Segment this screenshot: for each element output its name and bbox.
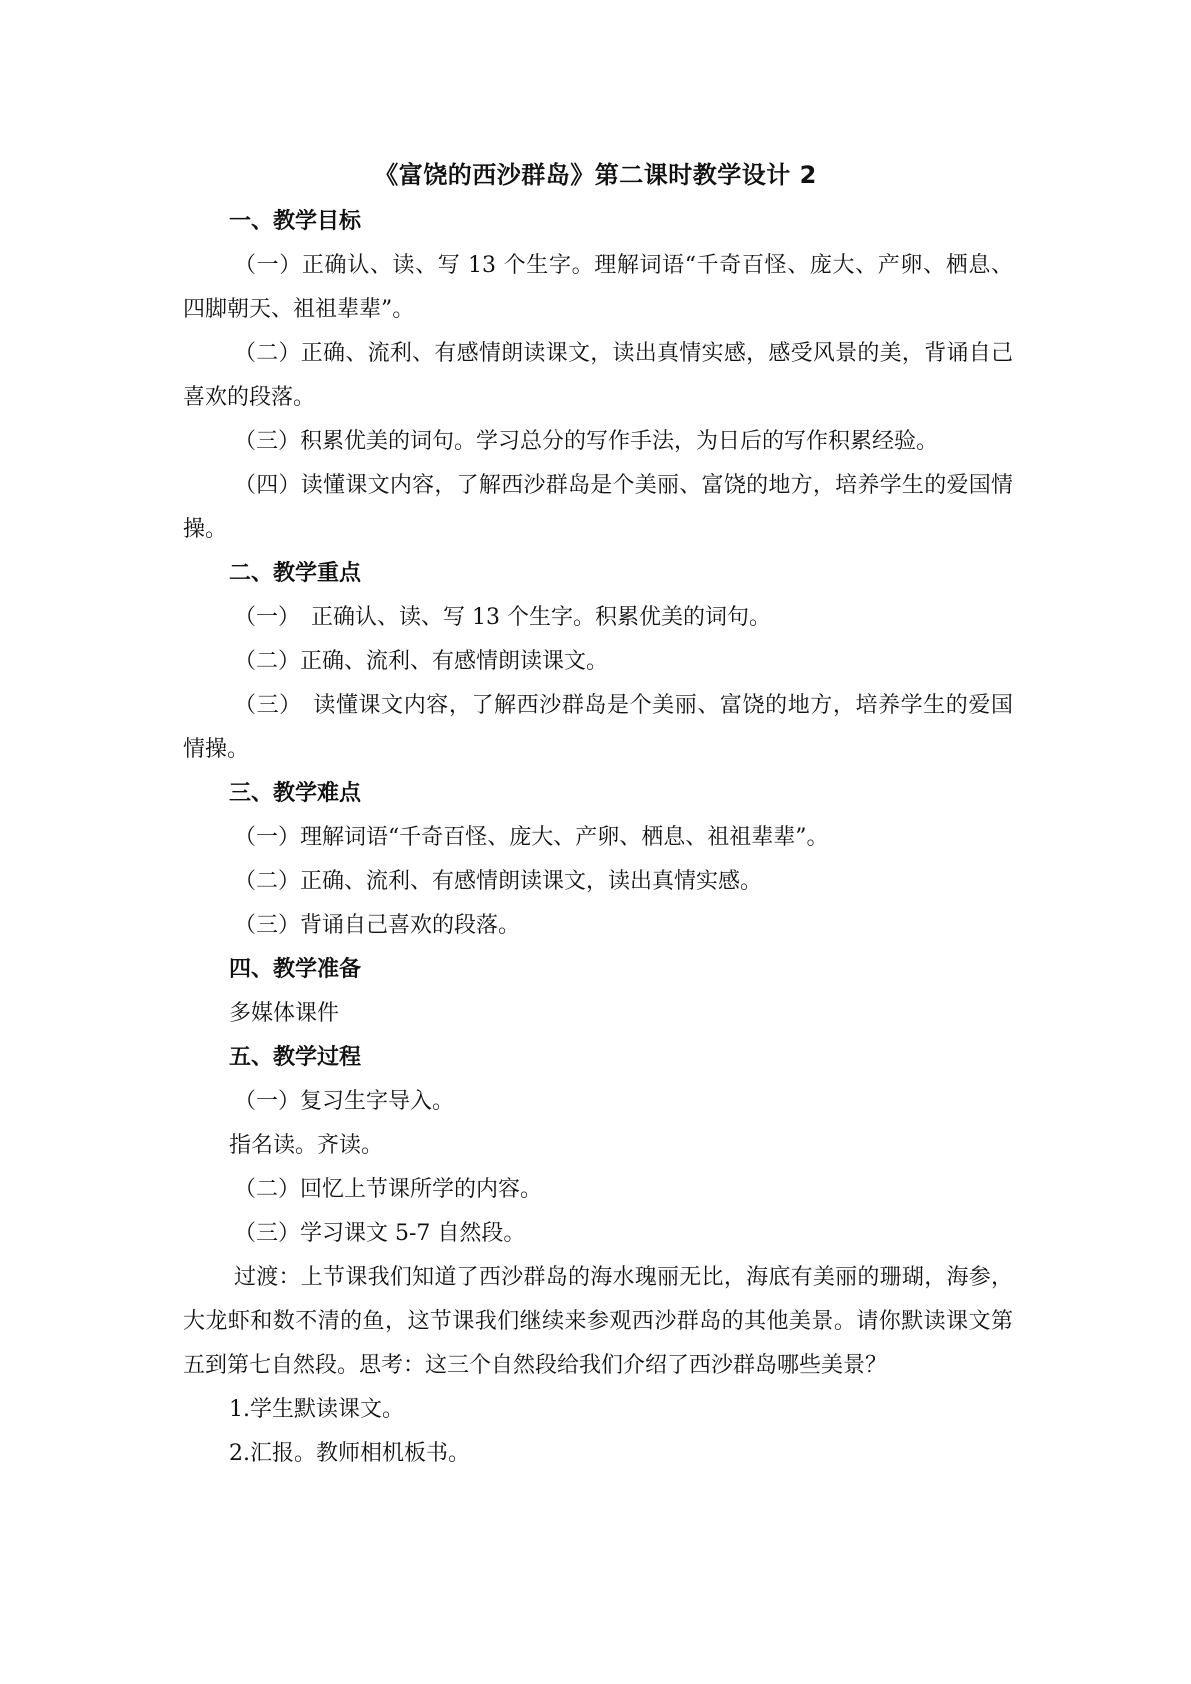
paragraph: （二）回忆上节课所学的内容。	[234, 1177, 543, 1202]
section-heading-objectives: 一、教学目标	[229, 209, 362, 234]
document-body	[183, 200, 1013, 1476]
paragraph: 多媒体课件	[229, 1001, 340, 1026]
paragraph: （三）背诵自己喜欢的段落。	[234, 913, 521, 938]
paragraph: 指名读。齐读。	[229, 1133, 384, 1158]
section-heading-difficulties: 三、教学难点	[229, 781, 362, 806]
list-item: 1.学生默读课文。	[229, 1397, 404, 1422]
paragraph: （二）正确、流利、有感情朗读课文，读出真情实感，感受风景的美，背诵自己喜欢的段落。	[183, 341, 1013, 410]
paragraph: （一）正确认、读、写 13 个生字。理解词语“千奇百怪、庞大、产卵、栖息、四脚朝天、祖祖辈辈”。	[183, 253, 1013, 322]
document-title: 《富饶的西沙群岛》第二课时教学设计 2	[374, 161, 817, 189]
paragraph: （四）读懂课文内容，了解西沙群岛是个美丽、富饶的地方，培养学生的爱国情操。	[183, 473, 1013, 542]
section-heading-preparation: 四、教学准备	[229, 957, 362, 982]
paragraph: （二）正确、流利、有感情朗读课文。	[234, 649, 609, 674]
paragraph: （一）复习生字导入。	[234, 1089, 455, 1114]
paragraph: （二）正确、流利、有感情朗读课文，读出真情实感。	[234, 869, 763, 894]
paragraph: （三）积累优美的词句。学习总分的写作手法，为日后的写作积累经验。	[234, 429, 939, 454]
section-heading-process: 五、教学过程	[229, 1045, 362, 1070]
paragraph: 过渡：上节课我们知道了西沙群岛的海水瑰丽无比，海底有美丽的珊瑚，海参，大龙虾和数不清的鱼，这节课我们继续来参观西沙群岛的其他美景。请你默读课文第五到第七自然段。思考：这三个自然段给我们介绍了西沙群岛哪些美景？	[183, 1265, 1013, 1378]
paragraph: （一） 正确认、读、写 13 个生字。积累优美的词句。	[234, 605, 771, 630]
paragraph: （一）理解词语“千奇百怪、庞大、产卵、栖息、祖祖辈辈”。	[234, 825, 829, 850]
paragraph: （三） 读懂课文内容，了解西沙群岛是个美丽、富饶的地方，培养学生的爱国情操。	[183, 693, 1013, 762]
paragraph: （三）学习课文 5-7 自然段。	[234, 1221, 526, 1246]
section-heading-key-points: 二、教学重点	[229, 561, 362, 586]
list-item: 2.汇报。教师相机板书。	[229, 1441, 470, 1466]
